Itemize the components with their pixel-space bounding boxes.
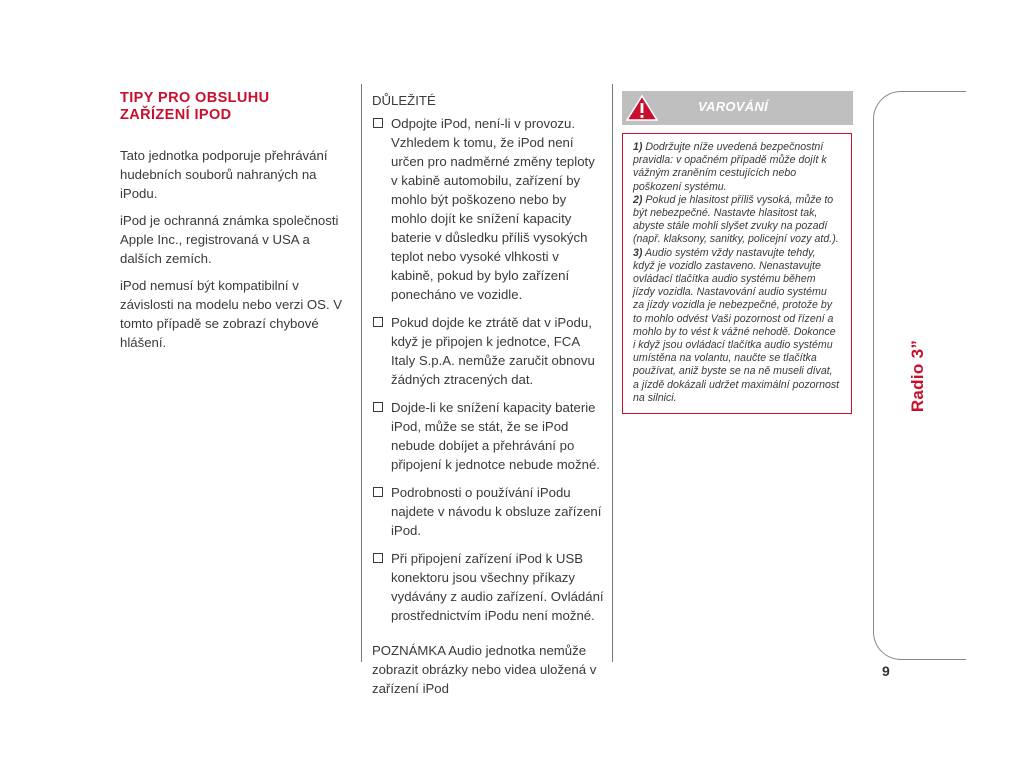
list-item-text: Odpojte iPod, není-li v provozu. Vzhledem k tomu, že iPod není určen pro nadměrné změny teploty v kabině automobilu, zařízení by mohlo být poškozeno nebo by mohlo dojít ke snížení kapacity baterie v důsledku příliš vysokých teplot nebo vysoké vlhkosti v kabině, pokud by bylo zařízení ponecháno ve vozidle. [391,116,595,302]
warning-text: Dodržujte níže uvedená bezpečnostní pravidla: v opačném případě může dojít k vážným zraněním cestujících nebo poškození systému. [633,141,827,193]
list-item-text: Dojde-li ke snížení kapacity baterie iPod, může se stát, že se iPod nebude dobíjet a přehrávání po připojení k jednotce nebude možné. [391,400,600,472]
intro-paragraph: Tato jednotka podporuje přehrávání hudebních souborů nahraných na iPodu. [120,148,328,201]
list-item [372,549,604,625]
warning-paragraph [633,141,840,194]
checkbox-bullet-icon [373,402,383,412]
tab-mask [966,88,1024,92]
warning-number: 2) [633,193,643,206]
tab-mask [966,655,1024,661]
warning-number: 1) [633,141,643,153]
warning-box [622,133,852,414]
list-item [372,483,604,540]
page-number: 9 [882,663,890,679]
warning-number: 3) [633,246,643,259]
note-paragraph: POZNÁMKA Audio jednotka nemůže zobrazit obrázky nebo videa uložená v zařízení iPod [372,643,597,696]
checkbox-bullet-icon [373,553,383,563]
warning-paragraph [633,194,840,247]
list-item [372,398,604,474]
list-item [372,313,604,389]
warning-triangle-icon [626,95,658,121]
warning-text: Pokud je hlasitost příliš vysoká, může to být nebezpečné. Nastavte hlasitost tak, abyste stále mohli slyšet zvuky na pozadí (např. klaksony, sanitky, policejní vozy atd.). [633,193,839,246]
column-divider [361,84,362,662]
warning-text: Audio systém vždy nastavujte tehdy, když je vozidlo zastaveno. Nenastavujte ovládací tlačítka audio systému během jízdy vozidla. Nastavování audio systému za jízdy vozidla je nebezpečné, protože by to mohlo odvést Vaši pozornost od řízení a mohlo by to vést k vážné nehodě. Dokonce i když jsou ovládací tlačítka audio systému umístěna na volantu, naučte se tlačítka používat, aniž byste se na ně museli dívat, a jízdě dokázali udržet maximální pozornost na silnici. [633,246,840,404]
left-column [120,90,348,360]
warning-paragraph [633,247,840,405]
checkbox-bullet-icon [373,487,383,497]
warning-title: VAROVÁNÍ [698,99,769,114]
list-item [372,114,604,304]
section-label: Radio 3” [908,339,927,413]
list-item-text: Podrobnosti o používání iPodu najdete v návodu k obsluze zařízení iPod. [391,485,602,538]
important-title: DŮLEŽITÉ [372,93,436,108]
compatibility-paragraph: iPod nemusí být kompatibilní v závislosti na modelu nebo verzi OS. V tomto případě se zobrazí chybové hlášení. [120,278,343,350]
section-heading [120,90,348,124]
trademark-paragraph: iPod je ochranná známka společnosti Apple Inc., registrovaná v USA a dalších zemích. [120,213,339,266]
column-divider [612,84,613,662]
heading-line-1: TIPY PRO OBSLUHU [120,90,270,106]
list-item-text: Při připojení zařízení iPod k USB konektoru jsou všechny příkazy vydávány z audio zařízení. Ovládání prostřednictvím iPodu není možné. [391,551,604,623]
heading-line-2: ZAŘÍZENÍ IPOD [120,107,232,123]
section-tab [873,91,994,660]
checkbox-bullet-icon [373,118,383,128]
checkbox-bullet-icon [373,317,383,327]
list-item-text: Pokud dojde ke ztrátě dat v iPodu, když je připojen k jednotce, FCA Italy S.p.A. nemůže zaručit obnovu žádných ztracených dat. [391,315,595,387]
warning-header [622,91,853,125]
middle-column [372,91,604,698]
